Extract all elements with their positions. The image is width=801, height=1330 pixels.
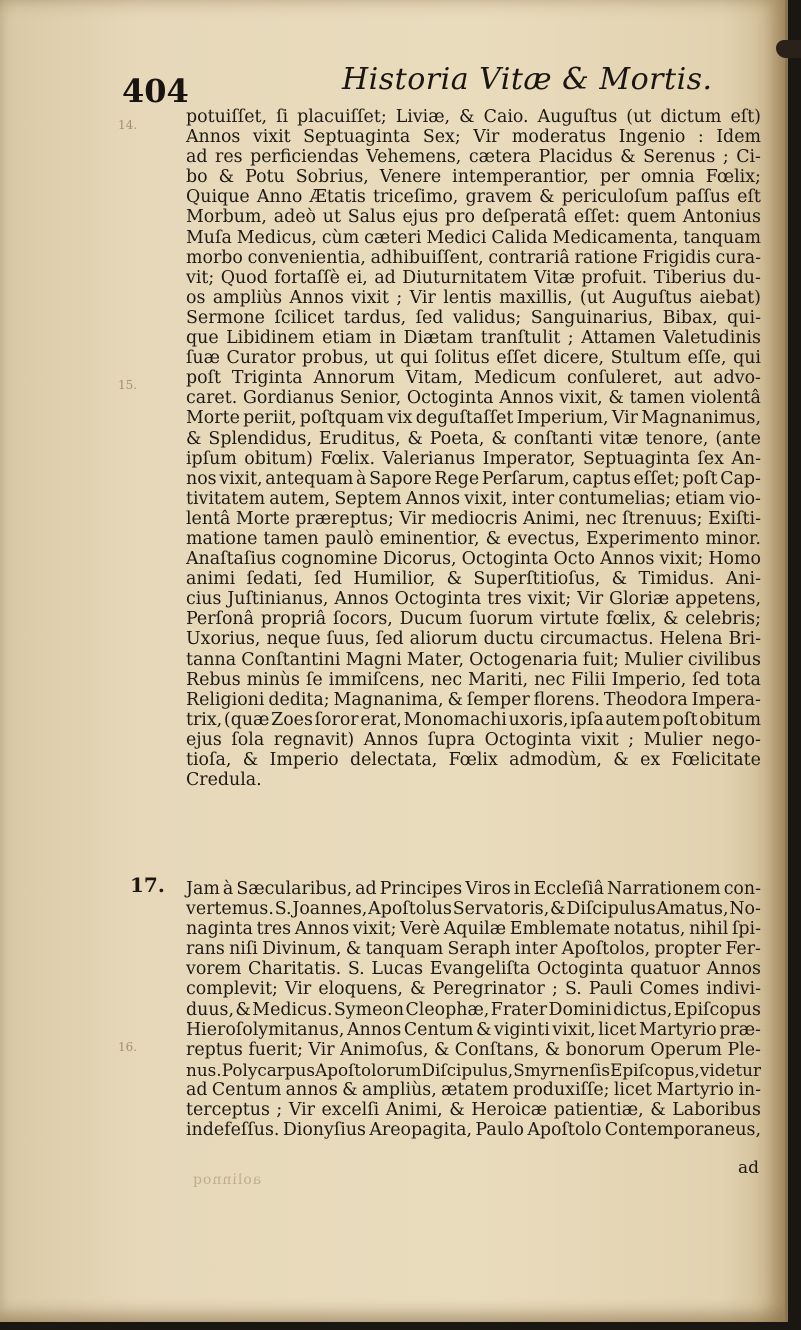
text-line: lentâ Morte præreptus; Vir mediocris Animi, nec ſtrenuus; Exiſti-: [186, 508, 761, 529]
text-line: rans niſi Divinum, & tanquam Seraph inter Apoſtolos, propter Fer-: [186, 939, 761, 960]
text-line: ipſum obitum) Fœlix. Valerianus Imperator, Septuaginta ſex An-: [186, 448, 761, 469]
text-line: matione tamen paulò eminentior, & evectus, Experimento minor.: [186, 528, 761, 549]
text-line: ejus ſola regnavit) Annos ſupra Octoginta vixit ; Mulier nego-: [186, 729, 761, 750]
text-line: indefeſſus. Dionyſius Areopagita, Paulo Apoſtolo Contemporaneus,: [186, 1120, 761, 1141]
text-line: Rebus minùs ſe immiſcens, nec Mariti, nec Filii Imperio, ſed tota: [186, 669, 761, 690]
text-line: que Libidinem etiam in Diætam tranſtulit ; Attamen Valetudinis: [186, 328, 761, 349]
text-line: os ampliùs Annos vixit ; Vir lentis maxillis, (ut Auguſtus aiebat): [186, 287, 761, 308]
text-line: poſt Triginta Annorum Vitam, Medicum conſuleret, aut advo-: [186, 368, 761, 389]
text-line: Anaſtaſius cognomine Dicorus, Octoginta Octo Annos vixit; Homo: [186, 549, 761, 570]
text-line: caret. Gordianus Senior, Octoginta Annos vixit, & tamen violentâ: [186, 388, 761, 409]
text-line: Morbum, adeò ut Salus ejus pro deſperatâ eſſet: quem Antonius: [186, 207, 761, 228]
text-line: Religioni dedita; Magnanima, & ſemper florens. Theodora Impera-: [186, 689, 761, 710]
text-line: morbo convenientia, adhibuiſſent, contrariâ ratione Frigidis cura-: [186, 247, 761, 268]
text-line: complevit; Vir eloquens, & Peregrinator ; S. Pauli Comes indivi-: [186, 979, 761, 1000]
text-line: ad res perficiendas Vehemens, cætera Placidus & Serenus ; Ci-: [186, 147, 761, 168]
page-number: 404: [122, 72, 189, 110]
text-line: terceptus ; Vir excelſi Animi, & Heroicæ patientiæ, & Laboribus: [186, 1100, 761, 1121]
text-line: Muſa Medicus, cùm cæteri Medici Calida Medicamenta, tanquam: [186, 227, 761, 248]
show-through-text: aolinnoq: [192, 1172, 262, 1188]
text-line: ſuæ Curator probus, ut qui ſolitus eſſet dicere, Stultum eſſe, qui: [186, 348, 761, 369]
text-line: potuiſſet, ſi placuiſſet; Liviæ, & Caio. Auguſtus (ut dictum eſt): [186, 107, 761, 127]
text-line: vit; Quod fortaſſè ei, ad Diuturnitatem Vitæ profuit. Tiberius du-: [186, 267, 761, 288]
ink-blot: [776, 40, 801, 58]
paragraph-number: 17.: [130, 873, 165, 897]
text-line: tivitatem autem, Septem Annos vixit, inter contumelias; etiam vio-: [186, 488, 761, 509]
text-line: naginta tres Annos vixit; Verè Aquilæ Emblemate notatus, nihil ſpi-: [186, 919, 761, 940]
text-line: vertemus. S. Joannes, Apoſtolus Servatoris, & Diſcipulus Amatus, No-: [186, 899, 761, 920]
margin-mark: 15.: [118, 378, 138, 392]
text-line: cius Juſtinianus, Annos Octoginta tres vixit; Vir Gloriæ appetens,: [186, 589, 761, 610]
text-line: Morte periit, poſtquam vix deguſtaſſet Imperium, Vir Magnanimus,: [186, 408, 761, 429]
text-line: tioſa, & Imperio delectata, Fœlix admodùm, & ex Fœlicitate: [186, 750, 761, 770]
catchword: ad: [738, 1158, 760, 1178]
text-block-2: [186, 879, 761, 1140]
text-line: bo & Potu Sobrius, Venere intemperantior, per omnia Fœlix;: [186, 167, 761, 188]
margin-mark: 16.: [118, 1040, 138, 1054]
text-line: Hieroſolymitanus, Annos Centum & viginti vixit, licet Martyrio præ-: [186, 1019, 761, 1040]
text-line: Sermone ſcilicet tardus, ſed validus; Sanguinarius, Bibax, qui-: [186, 307, 761, 328]
text-block-1: [186, 107, 761, 790]
text-line: vorem Charitatis. S. Lucas Evangeliſta Octoginta quatuor Annos: [186, 959, 761, 980]
margin-mark: 14.: [118, 118, 138, 132]
text-line: tanna Conſtantini Magni Mater, Octogenaria fuit; Mulier civilibus: [186, 649, 761, 670]
text-line: Uxorius, neque ſuus, ſed aliorum ductu circumactus. Helena Bri-: [186, 629, 761, 650]
text-line: Credula.: [186, 770, 262, 791]
text-line: nos vixit, antequam à Sapore Rege Perſarum, captus eſſet; poſt Cap-: [186, 468, 761, 489]
text-line: ad Centum annos & ampliùs, ætatem produxiſſe; licet Martyrio in-: [186, 1079, 761, 1100]
text-line: animi ſedati, ſed Humilior, & Superſtitioſus, & Timidus. Ani-: [186, 569, 761, 590]
running-title: Historia Vitæ & Mortis.: [342, 62, 713, 97]
text-line: nus. Polycarpus Apoſtolorum Diſcipulus, Smyrnenſis Epiſcopus, videtur: [186, 1059, 761, 1080]
text-line: & Splendidus, Eruditus, & Poeta, & conſtanti vitæ tenore, (ante: [186, 428, 761, 449]
text-line: trix, (quæ Zoes ſoror erat, Monomachi uxoris, ipſa autem poſt obitum: [186, 709, 761, 730]
text-line: Jam à Sæcularibus, ad Principes Viros in Eccleſiâ Narrationem con-: [186, 879, 761, 899]
text-line: Annos vixit Septuaginta Sex; Vir moderatus Ingenio : Idem: [186, 127, 761, 148]
text-line: Perſonâ propriâ ſocors, Ducum ſuorum virtute fœlix, & celebris;: [186, 609, 761, 630]
text-line: reptus fuerit; Vir Animoſus, & Conſtans, & bonorum Operum Ple-: [186, 1039, 761, 1060]
text-line: Quique Anno Ætatis triceſimo, gravem & periculoſum paſſus eſt: [186, 187, 761, 208]
text-line: duus, & Medicus. Symeon Cleophæ, Frater Domini dictus, Epiſcopus: [186, 999, 761, 1020]
